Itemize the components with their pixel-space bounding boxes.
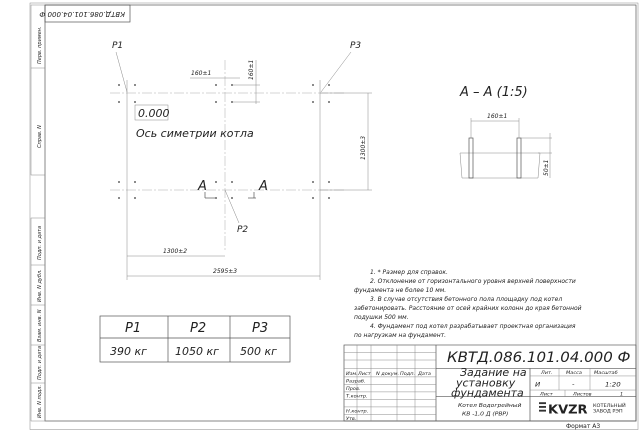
- axis-label: Ось симетрии котла: [136, 127, 254, 140]
- doc-title: фундамента: [450, 386, 524, 400]
- concrete-pad: [460, 153, 540, 178]
- note-line: 2. Отклонение от горизонтального уровня верхней поверхности: [370, 278, 576, 285]
- anchor-point: [118, 101, 120, 103]
- anchor-point: [312, 101, 314, 103]
- level-mark: 0.000: [138, 107, 170, 120]
- company-logo: [539, 402, 588, 417]
- anchor-point: [118, 181, 120, 183]
- lit-value: И: [535, 380, 541, 389]
- designation: КВТД.086.101.04.000 Ф: [447, 350, 631, 366]
- anchor-point: [134, 84, 136, 86]
- anchor-point: [134, 181, 136, 183]
- note-line: фундамента не более 10 мм.: [354, 287, 447, 294]
- side-label: Справ. N: [37, 125, 43, 148]
- hdr: Дата: [418, 372, 431, 377]
- section-view: [459, 85, 552, 178]
- doc-title: Задание на: [459, 366, 527, 379]
- anchor-point: [312, 84, 314, 86]
- section-mark-right: A: [259, 179, 268, 194]
- p1-label: P1: [112, 41, 124, 51]
- company-name: КОТЕЛЬНЫЙ: [593, 404, 626, 409]
- anchor-point: [134, 197, 136, 199]
- role: Т.контр.: [345, 394, 368, 400]
- top-stamp: КВТД.086.101.04.000 Ф: [39, 10, 125, 18]
- hdr: Изм.: [345, 372, 358, 377]
- mass-value: -: [572, 380, 575, 389]
- section-dim-160: 160±1: [487, 113, 508, 120]
- lit-label: Лит.: [540, 371, 553, 377]
- dim-160-v: 160±1: [248, 59, 255, 80]
- anchor-point: [328, 197, 330, 199]
- anchor-point: [215, 101, 217, 103]
- role: Утв.: [345, 417, 357, 422]
- p2-label: P2: [237, 225, 249, 235]
- load-header: P3: [252, 321, 269, 336]
- load-header: P2: [190, 321, 207, 336]
- anchor-bolt: [469, 138, 473, 178]
- sheet-label: Лист: [540, 392, 553, 398]
- role: Пров.: [345, 387, 361, 392]
- anchor-point: [312, 181, 314, 183]
- section-mark-left: A: [198, 179, 207, 194]
- notes: [354, 269, 582, 339]
- note-line: 4. Фундамент под котел разрабатывает проектная организация: [370, 323, 576, 330]
- role: Н.контр.: [345, 409, 369, 415]
- product: Котел Водогрейный: [457, 403, 522, 409]
- logo-text: KVZR: [548, 401, 588, 417]
- note-line: по нагрузкам на фундамент.: [354, 332, 447, 339]
- load-value: 390 кг: [110, 345, 147, 358]
- anchor-point: [118, 197, 120, 199]
- title-block: [344, 345, 636, 422]
- side-label: Перв. примен.: [37, 26, 43, 64]
- anchor-point: [215, 197, 217, 199]
- hdr: Лист: [358, 372, 371, 377]
- dim-2595: 2595±3: [213, 268, 238, 275]
- format-label: Формат А3: [566, 423, 601, 430]
- loads-table: [100, 316, 290, 362]
- side-label: Инв. N подл.: [37, 384, 43, 418]
- company-name: ЗАВОД РЭП: [593, 409, 623, 415]
- side-label: Взам. инв. N: [37, 309, 43, 342]
- side-label: Подп. и дата: [37, 345, 43, 380]
- note-line: забетонировать. Расстояние от осей крайних колонн до края бетонной: [354, 305, 582, 312]
- anchor-point: [231, 101, 233, 103]
- note-line: 1. * Размер для справок.: [370, 269, 448, 276]
- anchor-point: [215, 84, 217, 86]
- section-dim-50: 50±1: [543, 159, 550, 176]
- anchor-point: [231, 197, 233, 199]
- side-label: Подп. и дата: [37, 225, 43, 260]
- anchor-point: [328, 101, 330, 103]
- scale-value: 1:20: [604, 380, 621, 389]
- note-line: 3. В случае отсутствия бетонного пола площадку под котел: [370, 296, 563, 303]
- sheets-value: 1: [620, 392, 624, 398]
- load-value: 1050 кг: [175, 345, 219, 358]
- mass-label: Масса: [566, 371, 582, 377]
- note-line: подушки 500 мм.: [354, 314, 409, 321]
- anchor-point: [328, 84, 330, 86]
- load-value: 500 кг: [240, 345, 277, 358]
- side-strip: [31, 5, 45, 421]
- anchor-point: [231, 84, 233, 86]
- dim-1300-v: 1300±3: [360, 135, 367, 160]
- anchor-point: [231, 181, 233, 183]
- load-header: P1: [125, 321, 142, 336]
- anchor-point: [215, 181, 217, 183]
- foundation-plan: [110, 41, 372, 280]
- hdr: Подп.: [400, 372, 416, 377]
- anchor-bolt: [517, 138, 521, 178]
- anchor-point: [312, 197, 314, 199]
- hdr: N докум.: [375, 372, 400, 377]
- dim-160-h: 160±1: [191, 70, 212, 77]
- sheets-label: Листов: [572, 392, 592, 398]
- anchor-point: [118, 84, 120, 86]
- role: Разраб.: [345, 379, 366, 385]
- anchor-point: [328, 181, 330, 183]
- dim-1300-h: 1300±2: [163, 248, 188, 255]
- scale-label: Масштаб: [594, 371, 618, 377]
- section-title: А – А (1:5): [460, 85, 528, 100]
- product: КВ -1,0 Д (РВР): [461, 411, 509, 418]
- doc-title: установку: [456, 376, 516, 390]
- p3-label: P3: [350, 41, 362, 51]
- anchor-point: [134, 101, 136, 103]
- side-label: Инв. N дубл.: [37, 269, 43, 302]
